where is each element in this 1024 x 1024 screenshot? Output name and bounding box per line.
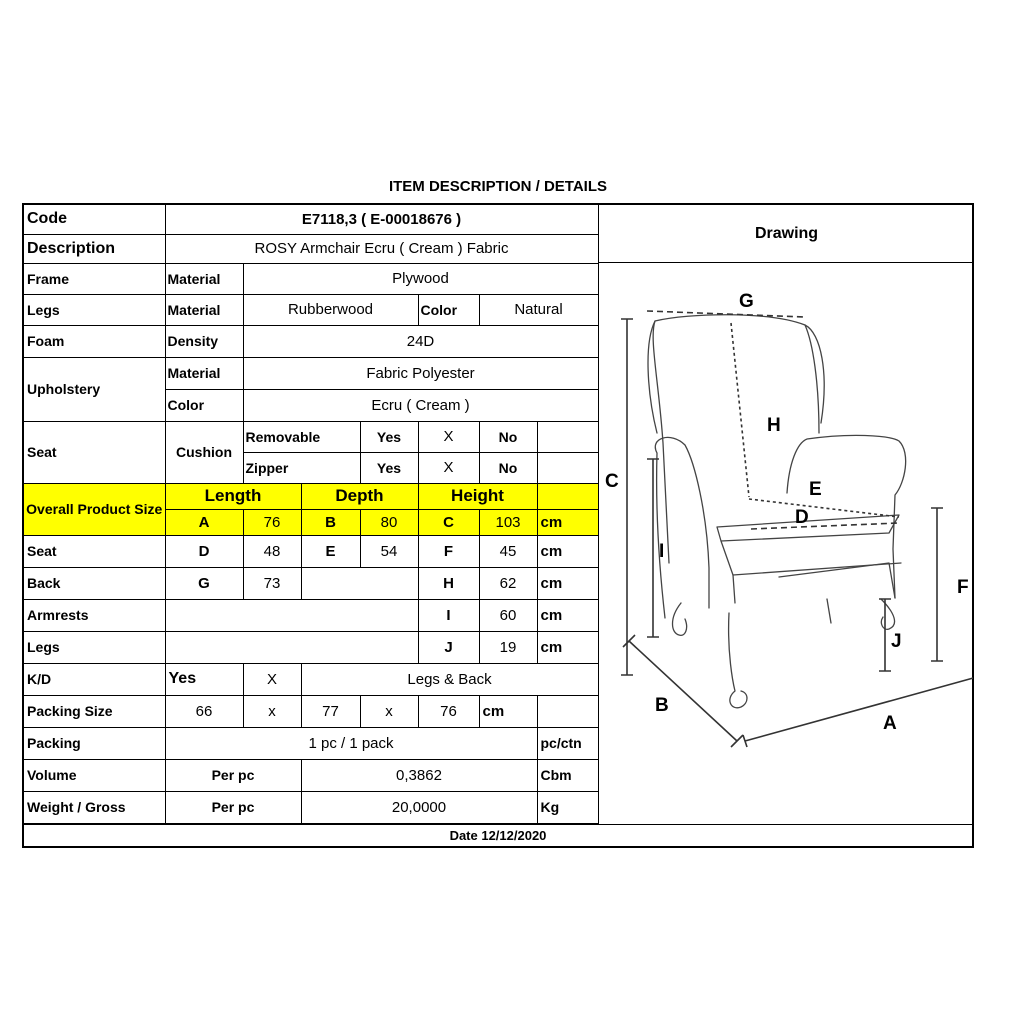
packing-size-x2: x	[360, 695, 418, 727]
legs-material-label: Material	[165, 294, 243, 325]
foam-density-label: Density	[165, 325, 243, 357]
overall-unit: cm	[537, 509, 598, 535]
dim-label-h: H	[767, 415, 781, 436]
legs-label: Legs	[24, 294, 165, 325]
seat-d-letter: D	[165, 535, 243, 567]
zipper-label: Zipper	[243, 452, 360, 483]
overall-b-value: 80	[360, 509, 418, 535]
back-h-value: 62	[479, 567, 537, 599]
weight-label: Weight / Gross	[24, 791, 165, 823]
upholstery-color: Ecru ( Cream )	[243, 389, 598, 421]
overall-unit-header	[537, 483, 598, 509]
legs-dims-label: Legs	[24, 631, 165, 663]
document-title: ITEM DESCRIPTION / DETAILS	[388, 178, 608, 195]
volume-unit: Cbm	[537, 759, 598, 791]
packing-size-x1: x	[243, 695, 301, 727]
zipper-yes: Yes	[360, 452, 418, 483]
kd-mark: X	[243, 663, 301, 695]
overall-c-letter: C	[418, 509, 479, 535]
seat-cushion-label: Seat	[24, 421, 165, 483]
description-label: Description	[24, 234, 165, 263]
dim-label-e: E	[809, 479, 822, 500]
chair-leg-front-left	[673, 603, 687, 635]
armrests-blank	[165, 599, 418, 631]
dim-line-f	[931, 508, 943, 661]
overall-c-value: 103	[479, 509, 537, 535]
dim-line-c	[621, 319, 633, 675]
chair-leg-back-mid	[827, 599, 831, 623]
description-value: ROSY Armchair Ecru ( Cream ) Fabric	[165, 234, 598, 263]
seat-f-letter: F	[418, 535, 479, 567]
legs-color-label: Color	[418, 294, 479, 325]
legs-material: Rubberwood	[243, 294, 418, 325]
back-unit: cm	[537, 567, 598, 599]
back-g-letter: G	[165, 567, 243, 599]
volume-label: Volume	[24, 759, 165, 791]
seat-e-letter: E	[301, 535, 360, 567]
foam-label: Foam	[24, 325, 165, 357]
packing-value: 1 pc / 1 pack	[165, 727, 537, 759]
packing-size-unit: cm	[479, 695, 537, 727]
removable-no: No	[479, 421, 537, 452]
legs-dims-blank	[165, 631, 418, 663]
dim-line-a	[743, 677, 973, 747]
dim-line-h	[731, 323, 749, 497]
upholstery-material: Fabric Polyester	[243, 357, 598, 389]
overall-b-letter: B	[301, 509, 360, 535]
packing-size-width: 77	[301, 695, 360, 727]
dim-label-g: G	[739, 291, 754, 312]
code-value: E7118,3 ( E-00018676 )	[165, 205, 598, 234]
dim-line-j	[879, 599, 891, 671]
packing-label: Packing	[24, 727, 165, 759]
dim-line-g	[647, 311, 805, 317]
zipper-mark: X	[418, 452, 479, 483]
dim-line-e	[749, 499, 899, 517]
removable-yes: Yes	[360, 421, 418, 452]
legs-j-letter: J	[418, 631, 479, 663]
legs-j-value: 19	[479, 631, 537, 663]
removable-mark: X	[418, 421, 479, 452]
dim-label-b: B	[655, 695, 669, 716]
back-h-letter: H	[418, 567, 479, 599]
date-footer: Date 12/12/2020	[24, 824, 972, 846]
upholstery-label: Upholstery	[24, 357, 165, 421]
foam-density: 24D	[243, 325, 598, 357]
dim-label-j: J	[891, 631, 902, 652]
dim-label-i: I	[659, 541, 665, 562]
frame-label: Frame	[24, 263, 165, 294]
zipper-blank	[537, 452, 598, 483]
weight-value: 20,0000	[301, 791, 537, 823]
spec-sheet	[22, 203, 974, 848]
kd-label: K/D	[24, 663, 165, 695]
armrests-i-letter: I	[418, 599, 479, 631]
volume-per: Per pc	[165, 759, 301, 791]
weight-per: Per pc	[165, 791, 301, 823]
back-g-value: 73	[243, 567, 301, 599]
dim-line-b	[623, 635, 743, 747]
volume-value: 0,3862	[301, 759, 537, 791]
length-header: Length	[165, 483, 301, 509]
packing-unit: pc/ctn	[537, 727, 598, 759]
dim-label-d: D	[795, 507, 809, 528]
chair-leg-back-right	[881, 599, 895, 629]
cushion-label: Cushion	[165, 421, 243, 483]
armrests-unit: cm	[537, 599, 598, 631]
back-blank	[301, 567, 418, 599]
chair-right-wing	[805, 325, 824, 423]
armrests-i-value: 60	[479, 599, 537, 631]
dim-label-a: A	[883, 713, 897, 734]
packing-size-length: 66	[165, 695, 243, 727]
depth-header: Depth	[301, 483, 418, 509]
legs-dims-unit: cm	[537, 631, 598, 663]
packing-size-blank	[537, 695, 598, 727]
legs-color: Natural	[479, 294, 598, 325]
height-header: Height	[418, 483, 537, 509]
frame-material: Plywood	[243, 263, 598, 294]
weight-unit: Kg	[537, 791, 598, 823]
dim-label-c: C	[605, 471, 619, 492]
packing-size-height: 76	[418, 695, 479, 727]
back-dims-label: Back	[24, 567, 165, 599]
upholstery-color-label: Color	[165, 389, 243, 421]
seat-unit: cm	[537, 535, 598, 567]
seat-f-value: 45	[479, 535, 537, 567]
frame-material-label: Material	[165, 263, 243, 294]
spec-table	[24, 205, 599, 824]
overall-a-value: 76	[243, 509, 301, 535]
overall-a-letter: A	[165, 509, 243, 535]
removable-blank	[537, 421, 598, 452]
removable-label: Removable	[243, 421, 360, 452]
kd-value: Legs & Back	[301, 663, 598, 695]
kd-yes: Yes	[165, 663, 243, 695]
dim-label-f: F	[957, 577, 969, 598]
armrests-label: Armrests	[24, 599, 165, 631]
zipper-no: No	[479, 452, 537, 483]
seat-d-value: 48	[243, 535, 301, 567]
chair-left-arm	[655, 437, 709, 618]
drawing-area	[598, 263, 974, 824]
upholstery-material-label: Material	[165, 357, 243, 389]
overall-size-label: Overall Product Size	[24, 483, 165, 535]
chair-leg-front-right	[729, 613, 747, 708]
seat-e-value: 54	[360, 535, 418, 567]
code-label: Code	[24, 205, 165, 234]
armchair-drawing	[599, 263, 973, 824]
drawing-title: Drawing	[598, 205, 974, 263]
seat-dims-label: Seat	[24, 535, 165, 567]
packing-size-label: Packing Size	[24, 695, 165, 727]
